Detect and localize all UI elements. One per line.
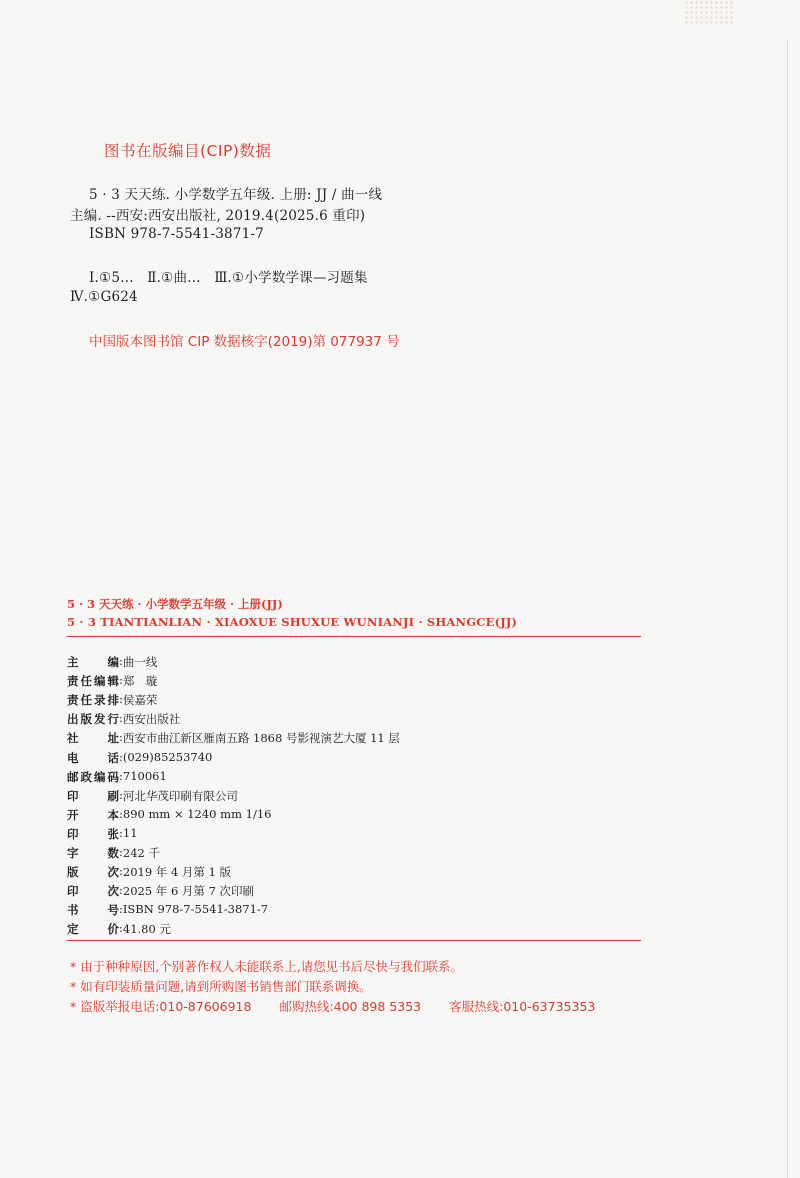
cip-line-4: Ⅰ.①5… Ⅱ.①曲… Ⅲ.①小学数学课—习题集 [89, 270, 368, 286]
info-label [67, 788, 119, 804]
divider-top [67, 636, 641, 637]
info-label [67, 807, 119, 823]
info-label-char: 次 [107, 865, 119, 880]
info-colon: : [119, 730, 123, 745]
info-row [67, 692, 157, 708]
info-label-char: 任 [80, 693, 92, 708]
info-row [67, 673, 157, 689]
info-colon: : [119, 673, 123, 688]
info-label-char: 责 [67, 674, 79, 689]
info-row [67, 769, 167, 785]
info-row [67, 921, 171, 937]
info-colon: : [119, 654, 123, 668]
info-label-char: 辑 [107, 674, 119, 689]
info-label-char: 主 [67, 655, 79, 669]
info-label-char: 排 [107, 693, 119, 708]
hotline-anti-piracy: * 盗版举报电话:010-87606918 [70, 999, 252, 1014]
info-label-char: 码 [107, 769, 119, 784]
info-label [67, 673, 119, 689]
info-label-char: 发 [94, 712, 106, 727]
info-label-char: 录 [94, 693, 106, 708]
info-label-char: 行 [107, 712, 119, 727]
info-label-char: 定 [67, 922, 79, 937]
info-label-char: 任 [80, 674, 92, 689]
info-label [67, 902, 119, 918]
note-contact: * 由于种种原因,个别著作权人未能联系上,请您见书后尽快与我们联系。 [70, 959, 464, 974]
info-label-char: 价 [107, 922, 119, 937]
info-value: 河北华茂印刷有限公司 [122, 788, 238, 803]
hotline-mail: 邮购热线:400 898 5353 [279, 999, 422, 1014]
info-row [67, 711, 180, 727]
info-row [67, 807, 271, 823]
info-label-char: 址 [107, 731, 119, 746]
info-value: 41.80 元 [122, 922, 171, 937]
info-label [67, 750, 119, 766]
info-label-char: 张 [107, 826, 119, 841]
info-label-char: 邮 [67, 769, 79, 784]
info-value: 2025 年 6 月第 7 次印刷 [122, 884, 255, 899]
cip-line-5: Ⅳ.①G624 [70, 289, 138, 305]
info-value: (029)85253740 [122, 749, 213, 764]
info-label-char: 责 [67, 693, 79, 708]
info-label [67, 845, 119, 861]
cip-line-1: 5 · 3 天天练. 小学数学五年级. 上册: JJ / 曲一线 [89, 187, 383, 203]
info-row [67, 730, 400, 746]
info-value: 侯嘉荣 [122, 693, 158, 708]
info-row [67, 902, 268, 918]
info-label-char: 印 [67, 788, 79, 803]
info-label-char: 政 [80, 769, 92, 784]
info-label-char: 电 [67, 750, 79, 765]
info-value: ISBN 978-7-5541-3871-7 [122, 902, 269, 917]
info-label-char: 版 [67, 865, 79, 880]
info-value: 郑 璇 [122, 674, 158, 689]
info-label-char: 版 [80, 712, 92, 727]
page-edge-line [787, 40, 788, 1178]
info-colon: : [119, 806, 123, 821]
info-colon: : [119, 883, 123, 898]
book-title-cn: 5 · 3 天天练 · 小学数学五年级 · 上册(JJ) [67, 597, 283, 611]
cip-title: 图书在版编目(CIP)数据 [104, 142, 272, 160]
book-title-en: 5 · 3 TIANTIANLIAN · XIAOXUE SHUXUE WUNIANJI · SHANGCE(JJ) [67, 615, 518, 629]
info-colon: : [119, 902, 123, 917]
info-row [67, 864, 231, 880]
info-label-char: 印 [67, 826, 79, 841]
info-label-char: 编 [94, 674, 106, 689]
cip-notice: 中国版本图书馆 CIP 数据核字(2019)第 077937 号 [89, 334, 400, 350]
info-label-char: 号 [107, 903, 119, 918]
info-colon: : [119, 692, 123, 707]
info-value: 710061 [122, 768, 167, 783]
info-label-char: 开 [67, 807, 79, 822]
info-label-char: 编 [107, 655, 119, 669]
info-label [67, 730, 119, 746]
info-row [67, 750, 212, 766]
info-value: 2019 年 4 月第 1 版 [122, 865, 232, 880]
info-row [67, 826, 138, 842]
info-row [67, 845, 160, 861]
info-label-char: 出 [67, 712, 79, 727]
hotline-service: 客服热线:010-63735353 [449, 999, 596, 1014]
info-label-char: 刷 [107, 788, 119, 803]
info-label-char: 次 [107, 884, 119, 899]
cip-line-2: 主编. --西安:西安出版社, 2019.4(2025.6 重印) [70, 208, 366, 224]
info-label-char: 本 [107, 807, 119, 822]
info-label [67, 692, 119, 708]
info-label-char: 话 [107, 750, 119, 765]
info-label [67, 921, 119, 937]
info-value: 西安出版社 [122, 712, 181, 727]
info-row [67, 788, 238, 804]
info-colon: : [119, 711, 123, 726]
info-value: 曲一线 [122, 655, 158, 669]
info-label-char: 社 [67, 731, 79, 746]
info-label [67, 883, 119, 899]
info-value: 890 mm × 1240 mm 1/16 [122, 806, 272, 821]
info-label-char: 字 [67, 846, 79, 860]
info-label [67, 769, 119, 785]
info-value: 西安市曲江新区雁南五路 1868 号影视演艺大厦 11 层 [122, 731, 400, 746]
cip-line-3: ISBN 978-7-5541-3871-7 [89, 226, 264, 242]
info-label [67, 711, 119, 727]
info-label-char: 书 [67, 903, 79, 918]
divider-bottom [67, 940, 641, 941]
info-label [67, 654, 119, 670]
note-quality: * 如有印装质量问题,请到所购图书销售部门联系调换。 [70, 979, 372, 994]
info-row [67, 654, 157, 670]
info-colon: : [119, 921, 123, 936]
info-label-char: 数 [107, 846, 119, 860]
info-colon: : [119, 845, 123, 859]
info-colon: : [119, 749, 123, 764]
info-value: 11 [122, 825, 138, 840]
info-label [67, 826, 119, 842]
info-label-char: 印 [67, 884, 79, 899]
info-row [67, 883, 254, 899]
note-hotlines [70, 997, 595, 1015]
corner-print-mark [684, 0, 734, 24]
info-label-char: 编 [94, 769, 106, 784]
info-colon: : [119, 768, 123, 783]
info-colon: : [119, 864, 123, 879]
info-colon: : [119, 787, 123, 802]
info-colon: : [119, 825, 123, 840]
info-label [67, 864, 119, 880]
info-value: 242 千 [122, 846, 160, 860]
